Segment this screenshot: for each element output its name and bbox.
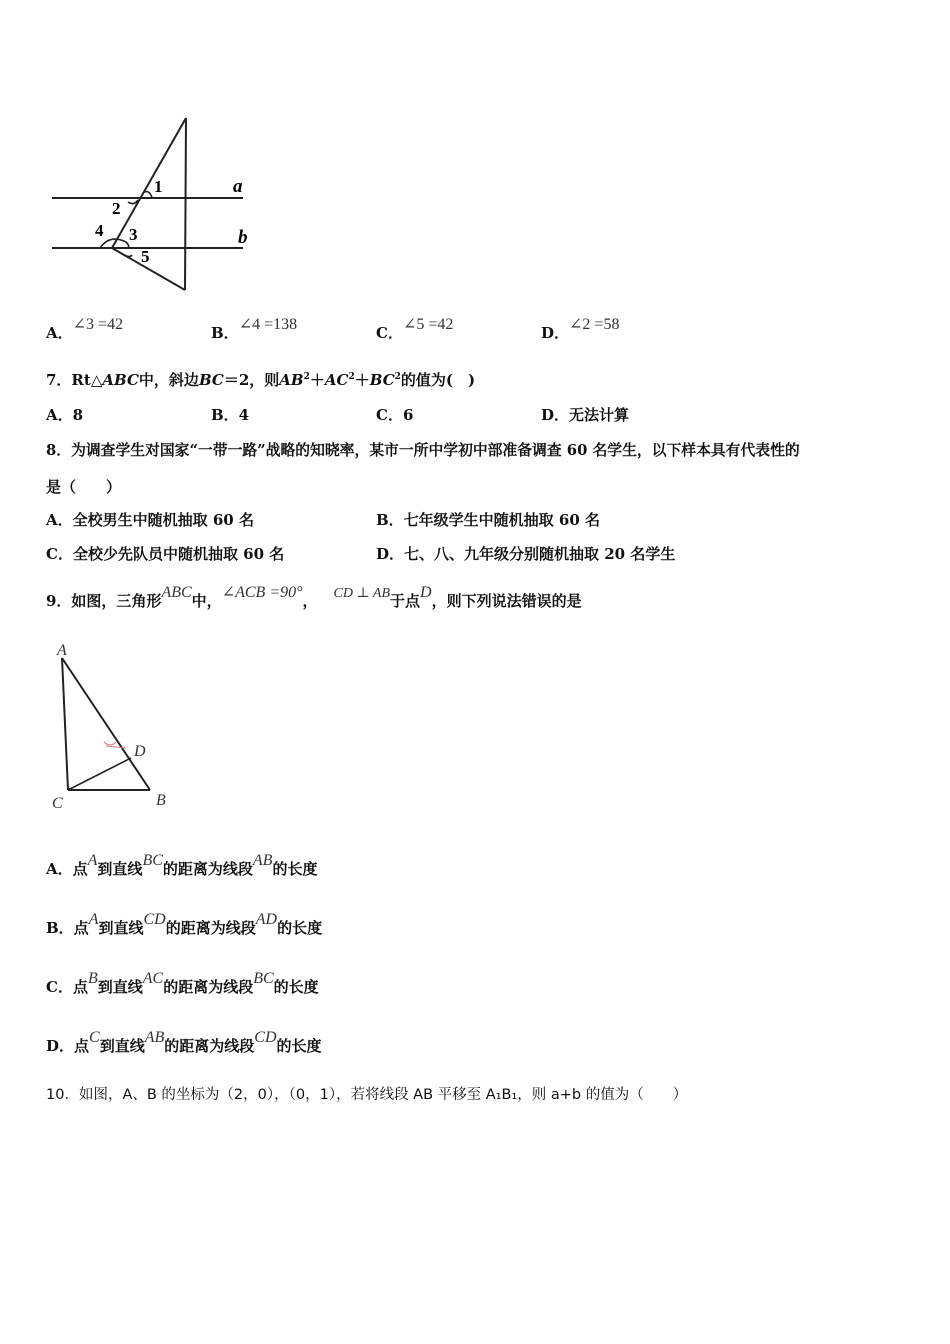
q9-math-angle: ∠ACB =90°	[221, 584, 303, 601]
q9-a-text3: 的距离为线段	[162, 860, 253, 878]
q7-option-c[interactable]: C．6	[376, 406, 414, 424]
q6-option-b-math: ∠4 =138	[238, 316, 298, 333]
q8-option-b[interactable]: B．七年级学生中随机抽取 60 名	[376, 511, 600, 529]
angle-2-label: 2	[112, 199, 121, 218]
q7-ab: AB	[279, 371, 304, 389]
q7-option-d[interactable]: D．无法计算	[541, 406, 630, 424]
q9-option-a[interactable]	[46, 852, 318, 879]
vertex-a-label: A	[57, 642, 67, 659]
q9-a-text1: A．点	[46, 860, 88, 878]
vertex-c-label: C	[52, 795, 63, 812]
q9-d-text2: 到直线	[99, 1037, 145, 1055]
q9-d-text4: 的长度	[276, 1037, 322, 1055]
q9-part2: 中，	[191, 592, 222, 610]
q9-option-b[interactable]	[46, 911, 323, 938]
q6-option-c-letter: C．	[376, 324, 403, 342]
angle-3-label: 3	[129, 225, 138, 244]
q6-option-c[interactable]	[376, 316, 454, 343]
q9-option-d[interactable]	[46, 1029, 322, 1056]
q9-option-c[interactable]	[46, 970, 319, 997]
q6-option-c-math: ∠5 =42	[402, 316, 454, 333]
angle-1-label: 1	[154, 177, 163, 196]
q7-abc: ABC	[102, 371, 139, 389]
q9-d-point: C	[89, 1029, 100, 1046]
transversal-left	[112, 118, 186, 248]
q9-b-text3: 的距离为线段	[165, 919, 256, 937]
q9-a-point: A	[87, 852, 98, 869]
q6-option-a[interactable]	[46, 316, 124, 343]
q9-b-line: CD	[143, 911, 166, 928]
q7-part4: 的值为( )	[400, 371, 476, 389]
q9-d-line: AB	[144, 1029, 165, 1046]
transversal-right	[185, 118, 186, 290]
q6-option-d-letter: D．	[541, 324, 570, 342]
q7-sup2: 2	[348, 372, 355, 382]
q8-stem-line1: 8．为调查学生对国家“一带一路”战略的知晓率，某市一所中学初中部准备调查 60 名学生，以下样本具有代表性的	[46, 442, 800, 459]
triangle-figure	[46, 638, 186, 816]
q9-math-perp: CD ⊥ AB	[333, 586, 390, 601]
q9-stem	[46, 584, 582, 611]
q9-c-point: B	[87, 970, 98, 987]
q6-option-a-math: ∠3 =42	[72, 316, 124, 333]
angle-5-label: 5	[141, 247, 150, 266]
vertex-d-label: D	[134, 743, 146, 760]
q8-option-a[interactable]: A．全校男生中随机抽取 60 名	[46, 511, 254, 529]
q7-sup1: 2	[303, 372, 310, 382]
q7-option-b[interactable]: B．4	[211, 406, 250, 424]
line-a-label: a	[233, 176, 243, 197]
q6-option-b[interactable]	[211, 316, 298, 343]
q6-option-d[interactable]	[541, 316, 620, 343]
q9-a-segment: AB	[252, 852, 273, 869]
q7-bc: BC	[198, 371, 224, 389]
q9-math-d: D	[420, 584, 432, 601]
q9-b-text2: 到直线	[98, 919, 144, 937]
q9-part1: 9．如图，三角形	[46, 592, 162, 610]
q6-option-b-letter: B．	[211, 324, 239, 342]
q9-b-text4: 的长度	[277, 919, 323, 937]
q9-c-segment: BC	[253, 970, 274, 987]
q6-option-d-math: ∠2 =58	[569, 316, 620, 333]
q9-d-segment: CD	[254, 1029, 277, 1046]
q9-c-line: AC	[142, 970, 164, 987]
q9-c-text3: 的距离为线段	[163, 978, 254, 996]
q7-stem	[46, 369, 475, 390]
q9-b-text1: B．点	[46, 919, 89, 937]
q9-c-text1: C．点	[46, 978, 88, 996]
q7-plus2: ＋	[354, 371, 370, 389]
q7-plus1: ＋	[309, 371, 325, 389]
vertex-b-label: B	[156, 792, 166, 809]
q7-part3: ＝2，则	[223, 371, 280, 389]
q8-option-c[interactable]: C．全校少先队员中随机抽取 60 名	[46, 545, 285, 563]
q7-part1: 7．Rt△	[46, 371, 103, 389]
q8-option-d[interactable]: D．七、八、九年级分别随机抽取 20 名学生	[376, 545, 676, 563]
q9-part4: ，则下列说法错误的是	[431, 592, 582, 610]
q7-part2: 中，斜边	[138, 371, 199, 389]
q9-c-text4: 的长度	[273, 978, 319, 996]
q9-d-text3: 的距离为线段	[164, 1037, 255, 1055]
line-b-label: b	[238, 227, 248, 248]
q9-b-segment: AD	[255, 911, 278, 928]
q9-a-line: BC	[142, 852, 163, 869]
q9-c-text2: 到直线	[97, 978, 143, 996]
parallel-lines-figure	[40, 110, 280, 305]
angle-4-label: 4	[95, 221, 104, 240]
q9-math-abc: ABC	[161, 584, 192, 601]
q9-d-text1: D．点	[46, 1037, 90, 1055]
q8-stem-line2: 是（ ）	[46, 478, 122, 496]
q7-option-a[interactable]: A．8	[46, 406, 84, 424]
q7-ac: AC	[324, 371, 349, 389]
q9-part3: 于点	[390, 592, 421, 610]
q10-stem: 10．如图，A、B 的坐标为（2，0），（0，1），若将线段 AB 平移至 A₁B₁，则 a+b 的值为（ ）	[46, 1087, 688, 1103]
q9-b-point: A	[88, 911, 99, 928]
q6-option-a-letter: A．	[46, 324, 73, 342]
q9-comma: ，	[302, 592, 318, 610]
q9-a-text2: 到直线	[97, 860, 143, 878]
q7-sup3: 2	[394, 372, 401, 382]
q7-bc2: BC	[369, 371, 395, 389]
q9-a-text4: 的长度	[272, 860, 318, 878]
